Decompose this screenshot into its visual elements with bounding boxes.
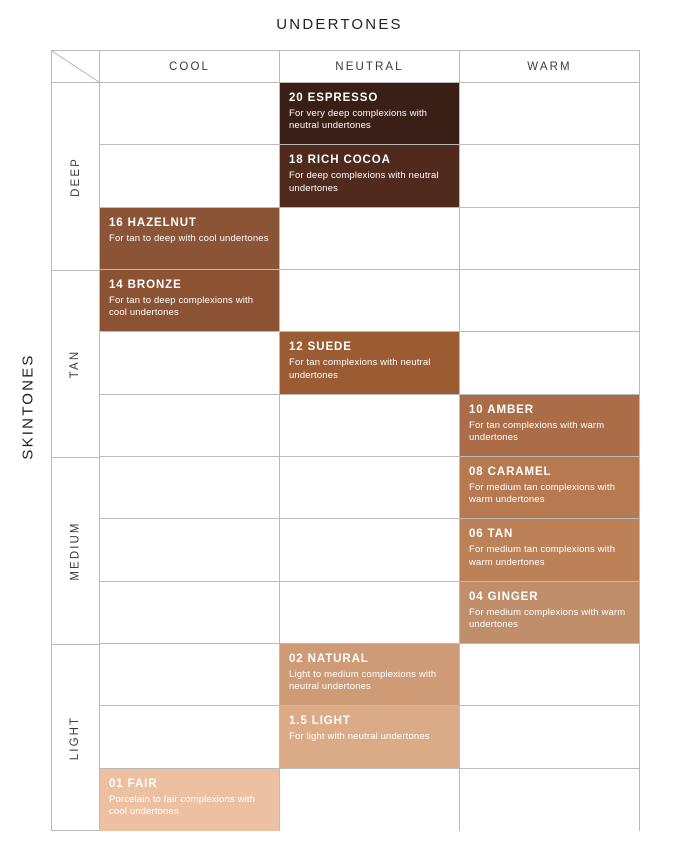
grid-row — [100, 332, 639, 394]
row-group-label-tan: TAN — [69, 349, 82, 378]
swatch-name: 08 CARAMEL — [469, 465, 552, 478]
empty-cell — [280, 769, 460, 831]
swatch-description: For medium tan complexions with warm undertones — [469, 481, 616, 506]
empty-cell — [100, 706, 280, 767]
skintone-row-labels — [52, 83, 99, 831]
shade-swatch-10-amber — [460, 395, 639, 456]
grid-row — [100, 395, 639, 457]
grid-row — [100, 83, 639, 145]
empty-cell — [100, 83, 280, 144]
shade-swatch-02-natural — [280, 644, 460, 705]
empty-cell — [280, 208, 460, 269]
swatch-description: For tan complexions with warm undertones — [469, 419, 605, 444]
swatch-name: 02 NATURAL — [289, 652, 369, 665]
swatch-name: 12 SUEDE — [289, 341, 352, 354]
empty-cell — [280, 457, 460, 518]
shade-grid — [51, 50, 640, 831]
empty-cell — [280, 582, 460, 643]
shade-swatch-08-caramel — [460, 457, 639, 518]
swatch-name: 10 AMBER — [469, 403, 534, 416]
swatch-name: 14 BRONZE — [109, 278, 182, 291]
empty-cell — [280, 270, 460, 331]
shade-swatch-14-bronze — [100, 270, 280, 331]
empty-cell — [100, 332, 280, 393]
empty-cell — [100, 395, 280, 456]
empty-cell — [100, 457, 280, 518]
shade-swatch-18-rich-cocoa — [280, 145, 460, 206]
swatch-name: 20 ESPRESSO — [289, 92, 379, 104]
column-header-cool: COOL — [99, 51, 279, 82]
empty-cell — [460, 145, 639, 206]
row-group-label-medium: MEDIUM — [69, 520, 82, 581]
shade-swatch-1-5-light — [280, 706, 460, 767]
swatch-name: 01 FAIR — [109, 777, 158, 790]
corner-diagonal-icon — [52, 51, 99, 82]
empty-cell — [460, 208, 639, 269]
swatch-name: 04 GINGER — [469, 590, 539, 603]
grid-row — [100, 270, 639, 332]
column-header-neutral: NEUTRAL — [279, 51, 459, 82]
undertone-header-row — [52, 51, 639, 83]
row-group-label-deep: DEEP — [69, 156, 82, 197]
empty-cell — [280, 519, 460, 580]
empty-cell — [100, 145, 280, 206]
swatch-description: For tan to deep complexions with cool undertones — [109, 294, 254, 319]
swatch-description: For tan to deep with cool undertones — [109, 232, 269, 244]
grid-row — [100, 582, 639, 644]
empty-cell — [100, 582, 280, 643]
swatch-description: For very deep complexions with neutral undertones — [289, 108, 428, 132]
empty-cell — [460, 769, 639, 831]
swatch-cells — [99, 83, 639, 831]
empty-cell — [100, 519, 280, 580]
skintones-title: SKINTONES — [19, 353, 37, 460]
shade-swatch-01-fair — [100, 769, 280, 831]
shade-swatch-06-tan — [460, 519, 639, 580]
grid-row — [100, 644, 639, 706]
empty-cell — [460, 83, 639, 144]
grid-row — [100, 145, 639, 207]
swatch-description: Porcelain to fair complexions with cool undertones — [109, 793, 256, 818]
grid-row — [100, 208, 639, 270]
grid-body — [52, 83, 639, 831]
shade-swatch-20-espresso — [280, 83, 460, 144]
empty-cell — [460, 270, 639, 331]
grid-row — [100, 769, 639, 831]
empty-cell — [460, 332, 639, 393]
grid-row — [100, 706, 639, 768]
empty-cell — [100, 644, 280, 705]
shade-swatch-16-hazelnut — [100, 208, 280, 269]
swatch-description: For medium tan complexions with warm undertones — [469, 544, 616, 568]
swatch-description: Light to medium complexions with neutral undertones — [289, 668, 437, 693]
shade-swatch-12-suede — [280, 332, 460, 393]
swatch-name: 06 TAN — [469, 528, 514, 541]
undertones-title: UNDERTONES — [276, 16, 403, 33]
grid-corner-cell — [52, 51, 99, 82]
empty-cell — [280, 395, 460, 456]
swatch-name: 16 HAZELNUT — [109, 216, 197, 229]
swatch-name: 1.5 LIGHT — [289, 715, 351, 728]
grid-row — [100, 519, 639, 581]
swatch-description: For deep complexions with neutral undertones — [289, 170, 439, 194]
swatch-description: For medium complexions with warm undertones — [469, 606, 626, 631]
swatch-description: For tan complexions with neutral undertones — [289, 357, 431, 381]
grid-row — [100, 457, 639, 519]
shade-swatch-04-ginger — [460, 582, 639, 643]
empty-cell — [460, 644, 639, 705]
swatch-description: For light with neutral undertones — [289, 731, 430, 743]
row-group-label-light: LIGHT — [69, 715, 82, 760]
column-header-warm: WARM — [459, 51, 639, 82]
empty-cell — [460, 706, 639, 767]
swatch-name: 18 RICH COCOA — [289, 154, 391, 167]
